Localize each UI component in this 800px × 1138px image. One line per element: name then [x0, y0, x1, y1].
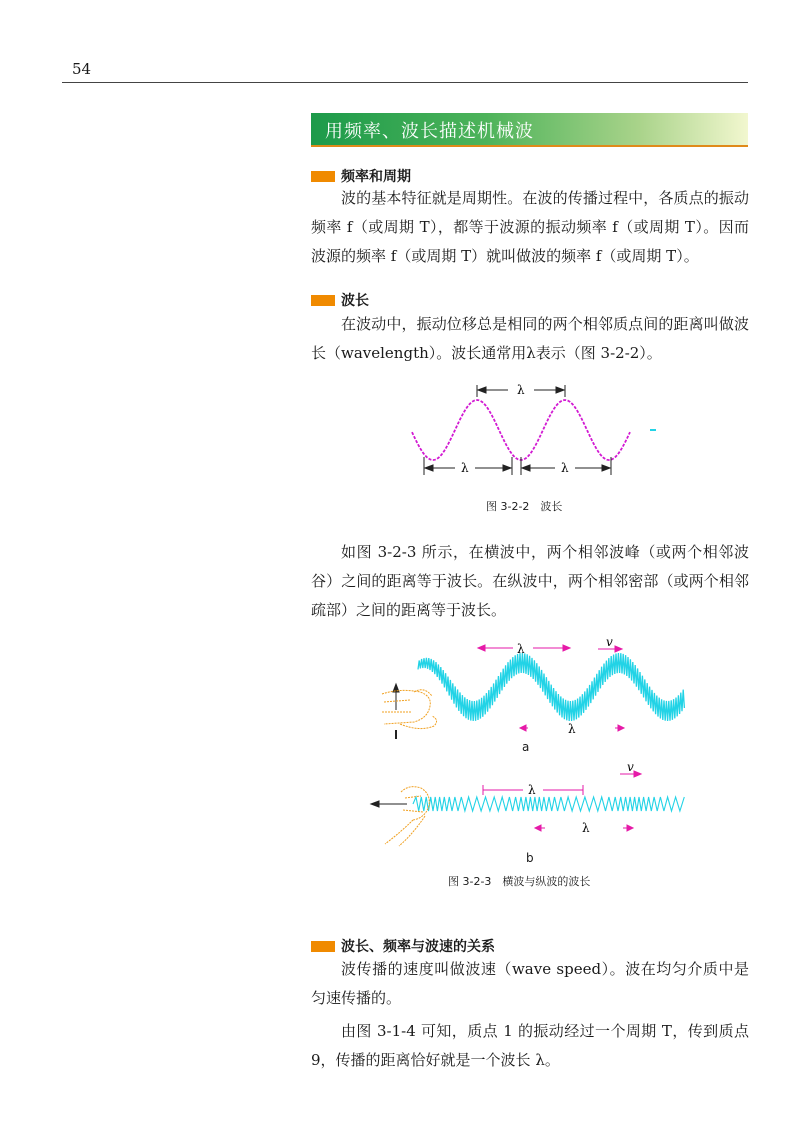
lambda-label-b-top: λ — [528, 783, 536, 797]
banner-title: 用频率、波长描述机械波 — [325, 121, 534, 142]
heading-relation: 波长、频率与波速的关系 — [311, 936, 495, 956]
subfig-label-a: a — [522, 740, 530, 754]
caption-3-2-3: 图 3-2-3 横波与纵波的波长 — [448, 875, 591, 888]
lambda-label-a-top: λ — [517, 642, 525, 656]
lambda-label-a-bottom: λ — [568, 722, 576, 736]
section-marker — [311, 941, 335, 952]
figure-3-2-3a — [370, 632, 690, 752]
figure-3-2-3b — [365, 762, 690, 852]
hand-icon — [385, 787, 429, 846]
figure-3-2-2 — [400, 375, 670, 485]
paragraph-relation: 波传播的速度叫做波速（wave speed）。波在均匀介质中是匀速传播的。 由图 3-1-4 可知，质点 1 的振动经过一个周期 T，传到质点 9，传播的距离恰好就是一个波长 λ。 — [311, 960, 749, 1069]
page-number: 54 — [72, 60, 92, 78]
longitudinal-wave — [413, 797, 684, 811]
heading-frequency: 频率和周期 — [311, 166, 411, 186]
section-marker — [311, 171, 335, 182]
paragraph-comparison: 如图 3-2-3 所示，在横波中，两个相邻波峰（或两个相邻波谷）之间的距离等于波长。在纵波中，两个相邻密部（或两个相邻疏部）之间的距离等于波长。 — [311, 543, 749, 619]
paragraph-wavelength: 在波动中，振动位移总是相同的两个相邻质点间的距离叫做波长（wavelength）。波长通常用λ表示（图 3-2-2）。 — [311, 315, 749, 362]
transverse-wave — [418, 653, 684, 721]
section-banner — [311, 113, 748, 147]
sine-wave — [412, 400, 630, 460]
caption-3-2-2: 图 3-2-2 波长 — [486, 500, 563, 513]
section-marker — [311, 295, 335, 306]
velocity-label-b: v — [627, 762, 634, 774]
lambda-label-left: λ — [461, 461, 469, 475]
header-rule — [62, 82, 748, 83]
heading-wavelength: 波长 — [311, 290, 369, 310]
lambda-label-right: λ — [561, 461, 569, 475]
subfig-label-b: b — [526, 851, 534, 865]
lambda-label-top: λ — [517, 383, 525, 397]
velocity-label-a: v — [606, 635, 613, 649]
lambda-label-b-bottom: λ — [582, 821, 590, 835]
paragraph-frequency: 波的基本特征就是周期性。在波的传播过程中，各质点的振动频率 f（或周期 T），都等于波源的振动频率 f（或周期 T）。因而波源的频率 f（或周期 T）就叫做波的频率 f（或周期 T）。 — [311, 189, 749, 265]
wavelength-markers — [424, 385, 611, 475]
hand-icon — [382, 690, 437, 729]
